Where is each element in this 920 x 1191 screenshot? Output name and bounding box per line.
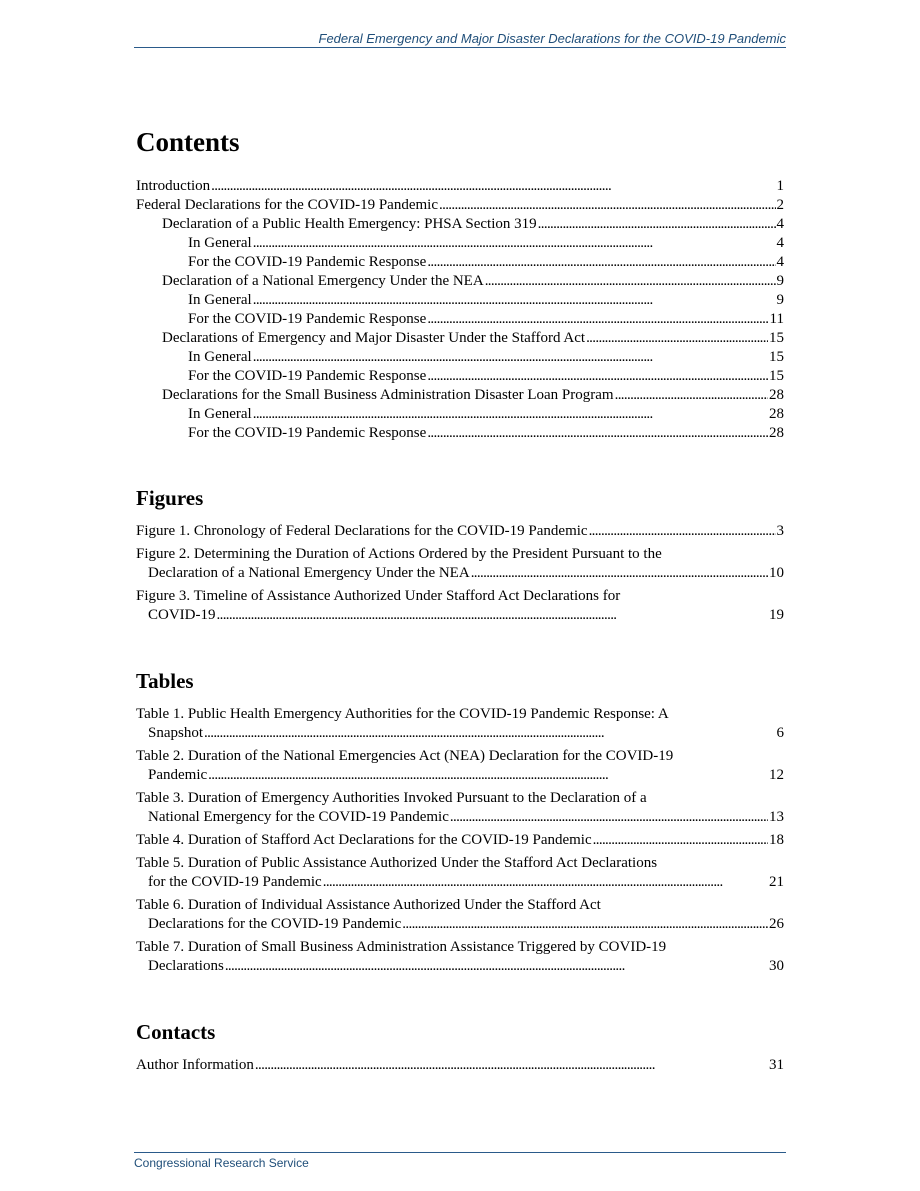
toc-entry[interactable] (136, 196, 784, 215)
toc-entry-text: For the COVID-19 Pandemic Response (188, 311, 427, 327)
toc-entry-line (136, 724, 784, 743)
toc-entry[interactable] (136, 215, 784, 234)
toc-entry-text: Declaration of a Public Health Emergency: PHSA Section 319 (162, 216, 537, 232)
dot-leader (589, 522, 776, 541)
toc-entry-first-line: Table 2. Duration of the National Emergencies Act (NEA) Declaration for the COVID-19 (136, 748, 674, 764)
dot-leader (402, 915, 768, 934)
toc-entry-text: Introduction (136, 178, 211, 194)
toc-entry-line (136, 177, 784, 196)
contents-section (136, 126, 784, 443)
dot-leader (253, 405, 768, 424)
toc-entry-line (136, 831, 784, 850)
toc-page-number: 9 (776, 273, 784, 289)
toc-entry[interactable] (136, 348, 784, 367)
toc-entry[interactable] (136, 405, 784, 424)
toc-entry-text: Federal Declarations for the COVID-19 Pandemic (136, 197, 438, 213)
dot-leader (255, 1056, 768, 1075)
contacts-section (136, 1019, 784, 1075)
dot-leader (211, 177, 775, 196)
toc-page-number: 19 (769, 607, 784, 623)
dot-leader (225, 957, 768, 976)
toc-entry-text: For the COVID-19 Pandemic Response (188, 425, 427, 441)
toc-entry-text: Declarations for the Small Business Administration Disaster Loan Program (162, 387, 614, 403)
toc-entry-text: for the COVID-19 Pandemic (148, 874, 322, 890)
toc-entry-text: In General (188, 349, 252, 365)
toc-entry-line (136, 564, 784, 583)
toc-entry-text: Declarations for the COVID-19 Pandemic (148, 916, 402, 932)
toc-page-number: 26 (769, 916, 784, 932)
toc-entry-line (136, 957, 784, 976)
figure-entry[interactable] (136, 522, 784, 541)
toc-entry-first-line: Table 7. Duration of Small Business Administration Assistance Triggered by COVID-19 (136, 939, 667, 955)
toc-page-number: 4 (776, 216, 784, 232)
toc-entry-text: National Emergency for the COVID-19 Pandemic (148, 809, 449, 825)
toc-page-number: 9 (776, 292, 784, 308)
toc-entry-first-line: Table 3. Duration of Emergency Authorities Invoked Pursuant to the Declaration of a (136, 790, 647, 806)
toc-entry-text: Author Information (136, 1057, 254, 1073)
dot-leader (427, 367, 768, 386)
table-entry[interactable] (136, 705, 784, 743)
toc-page-number: 2 (776, 197, 784, 213)
toc-entry-line (188, 405, 784, 424)
toc-entry-text: In General (188, 406, 252, 422)
table-entry[interactable] (136, 854, 784, 892)
toc-page-number: 11 (769, 311, 784, 327)
dot-leader (208, 766, 768, 785)
dot-leader (593, 831, 768, 850)
toc-entry[interactable] (136, 386, 784, 405)
toc-entry-line (162, 329, 784, 348)
toc-entry-text: Snapshot (148, 725, 204, 741)
toc-entry[interactable] (136, 253, 784, 272)
figure-entry[interactable] (136, 545, 784, 583)
toc-page-number: 18 (769, 832, 784, 848)
tables-list (136, 705, 784, 976)
toc-page-number: 28 (769, 406, 784, 422)
running-header-title: Federal Emergency and Major Disaster Declarations for the COVID-19 Pandemic (318, 31, 786, 46)
dot-leader (471, 564, 768, 583)
dot-leader (253, 348, 768, 367)
toc-entry-text: For the COVID-19 Pandemic Response (188, 368, 427, 384)
tables-section (136, 668, 784, 976)
toc-entry[interactable] (136, 367, 784, 386)
running-header (134, 31, 786, 48)
toc-entry-line (188, 291, 784, 310)
toc-page-number: 1 (776, 178, 784, 194)
toc-entry-text: Declaration of a National Emergency Under the NEA (162, 273, 484, 289)
toc-entry-line (136, 196, 784, 215)
toc-entry-line (188, 234, 784, 253)
table-entry[interactable] (136, 747, 784, 785)
dot-leader (439, 196, 776, 215)
toc-entry-line (162, 215, 784, 234)
toc-entry-line (188, 367, 784, 386)
toc-entry-text: Declarations of Emergency and Major Disaster Under the Stafford Act (162, 330, 586, 346)
toc-entry-line (136, 808, 784, 827)
toc-entry[interactable] (136, 310, 784, 329)
dot-leader (485, 272, 776, 291)
toc-page-number: 21 (769, 874, 784, 890)
toc-page-number: 15 (769, 368, 784, 384)
toc-entry-text: COVID-19 (148, 607, 216, 623)
toc-page-number: 30 (769, 958, 784, 974)
dot-leader (253, 291, 776, 310)
dot-leader (217, 606, 769, 625)
toc-entry-text: In General (188, 235, 252, 251)
toc-entry[interactable] (136, 272, 784, 291)
dot-leader (253, 234, 776, 253)
toc-page-number: 12 (769, 767, 784, 783)
toc-entry-text: Figure 1. Chronology of Federal Declarations for the COVID-19 Pandemic (136, 523, 588, 539)
toc-entry-line (136, 873, 784, 892)
contents-heading: Contents (136, 127, 240, 157)
toc-entry-text: In General (188, 292, 252, 308)
figure-entry[interactable] (136, 587, 784, 625)
figures-section (136, 485, 784, 625)
toc-entry-line (136, 915, 784, 934)
dot-leader (615, 386, 768, 405)
figures-heading: Figures (136, 486, 204, 510)
toc-entry-line (188, 424, 784, 443)
footer-org: Congressional Research Service (134, 1156, 309, 1170)
dot-leader (538, 215, 776, 234)
toc-entry-first-line: Table 1. Public Health Emergency Authorities for the COVID-19 Pandemic Response: A (136, 706, 669, 722)
toc-entry-text: Table 4. Duration of Stafford Act Declarations for the COVID-19 Pandemic (136, 832, 592, 848)
toc-page-number: 13 (769, 809, 784, 825)
toc-entry[interactable] (136, 291, 784, 310)
toc-entry-line (188, 348, 784, 367)
dot-leader (323, 873, 768, 892)
table-entry[interactable] (136, 789, 784, 827)
toc-entry-line (188, 310, 784, 329)
toc-page-number: 31 (769, 1057, 784, 1073)
toc-page-number: 6 (776, 725, 784, 741)
toc-page-number: 4 (776, 254, 784, 270)
toc-page-number: 3 (776, 523, 784, 539)
toc-page-number: 28 (769, 387, 784, 403)
dot-leader (427, 253, 775, 272)
dot-leader (586, 329, 768, 348)
toc-page-number: 4 (776, 235, 784, 251)
toc-entry-text: Pandemic (148, 767, 208, 783)
contacts-list (136, 1056, 784, 1075)
contents-list (136, 177, 784, 443)
toc-page-number: 15 (769, 330, 784, 346)
toc-entry-line (136, 522, 784, 541)
toc-entry-line (136, 1056, 784, 1075)
toc-entry-text: Declarations (148, 958, 224, 974)
toc-entry-line (136, 766, 784, 785)
tables-heading: Tables (136, 669, 194, 693)
dot-leader (427, 424, 768, 443)
contacts-heading: Contacts (136, 1020, 216, 1044)
toc-entry-line (188, 253, 784, 272)
toc-entry-first-line: Table 5. Duration of Public Assistance Authorized Under the Stafford Act Declarations (136, 855, 658, 871)
contact-entry[interactable] (136, 1056, 784, 1075)
dot-leader (204, 724, 775, 743)
toc-entry-first-line: Figure 3. Timeline of Assistance Authorized Under Stafford Act Declarations for (136, 588, 621, 604)
table-entry[interactable] (136, 896, 784, 934)
toc-page-number: 15 (769, 349, 784, 365)
toc-entry-line (136, 606, 784, 625)
table-of-contents-page (136, 126, 784, 1079)
toc-entry[interactable] (136, 234, 784, 253)
toc-entry-text: Declaration of a National Emergency Under the NEA (148, 565, 470, 581)
page-footer (134, 1152, 786, 1170)
table-entry[interactable] (136, 938, 784, 976)
toc-entry[interactable] (136, 177, 784, 196)
table-entry[interactable] (136, 831, 784, 850)
toc-page-number: 28 (769, 425, 784, 441)
toc-entry-text: For the COVID-19 Pandemic Response (188, 254, 427, 270)
toc-entry[interactable] (136, 424, 784, 443)
figures-list (136, 522, 784, 625)
toc-page-number: 10 (769, 565, 784, 581)
toc-entry[interactable] (136, 329, 784, 348)
toc-entry-line (162, 272, 784, 291)
toc-entry-first-line: Table 6. Duration of Individual Assistance Authorized Under the Stafford Act (136, 897, 601, 913)
toc-entry-line (162, 386, 784, 405)
dot-leader (427, 310, 768, 329)
toc-entry-first-line: Figure 2. Determining the Duration of Actions Ordered by the President Pursuant to the (136, 546, 662, 562)
dot-leader (450, 808, 768, 827)
